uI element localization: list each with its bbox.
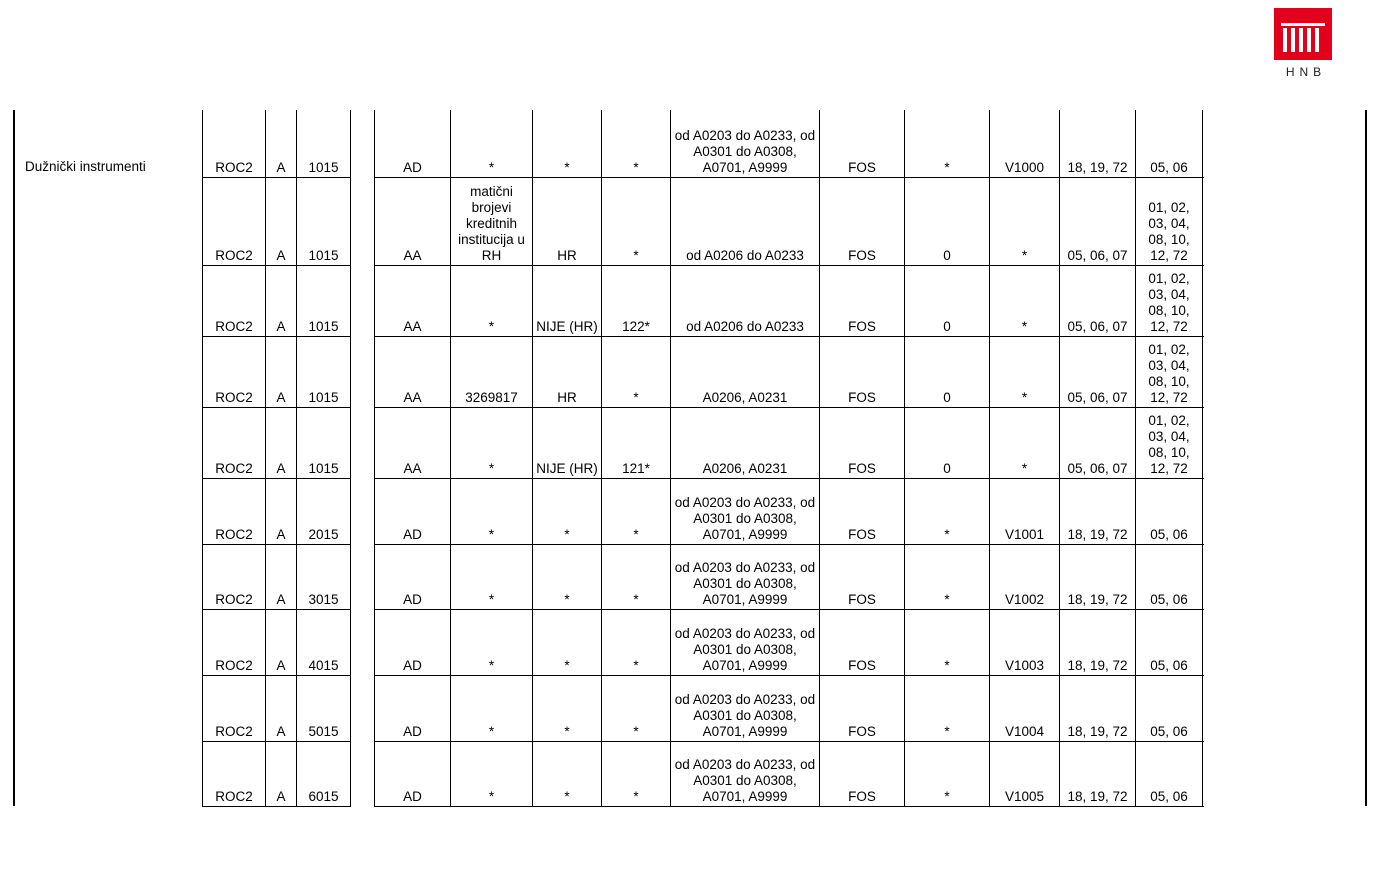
table-row-end — [1203, 675, 1204, 741]
page-left-border — [13, 110, 15, 806]
table-cell-c5: matični brojevi kreditnih institucija u RH — [451, 177, 533, 265]
table-cell-c6: NIJE (HR) — [533, 407, 602, 478]
table-cell-code: 2015 — [297, 478, 351, 544]
table-row-end — [1203, 407, 1204, 478]
table-cell-form: ROC2 — [203, 265, 266, 336]
table-cell-c12: 05, 06, 07 — [1060, 177, 1136, 265]
table-cell-blank — [351, 265, 375, 336]
table-cell-blank — [351, 177, 375, 265]
table-cell-form: ROC2 — [203, 741, 266, 806]
table-cell-c13: 05, 06 — [1136, 675, 1203, 741]
table-cell-type: AD — [375, 110, 451, 177]
table-cell-fos: FOS — [820, 407, 905, 478]
table-cell-blank — [351, 478, 375, 544]
table-cell-a: A — [266, 177, 297, 265]
table-cell-form: ROC2 — [203, 478, 266, 544]
table-cell-c12: 18, 19, 72 — [1060, 110, 1136, 177]
table-cell-a: A — [266, 336, 297, 407]
table-cell-c13: 05, 06 — [1136, 609, 1203, 675]
table-cell-a: A — [266, 478, 297, 544]
table-cell-c11: V1003 — [990, 609, 1060, 675]
table-cell-c10: * — [905, 544, 990, 609]
table-cell-blank — [351, 741, 375, 806]
table-cell-type: AA — [375, 407, 451, 478]
table-cell-form: ROC2 — [203, 675, 266, 741]
table-cell-type: AA — [375, 336, 451, 407]
table-cell-c11: * — [990, 265, 1060, 336]
table-cell-c8: od A0206 do A0233 — [671, 177, 820, 265]
table-cell-c7: * — [602, 110, 671, 177]
table-cell-c11: V1004 — [990, 675, 1060, 741]
table-cell-form: ROC2 — [203, 544, 266, 609]
table-cell-c11: V1002 — [990, 544, 1060, 609]
table-cell-code: 1015 — [297, 336, 351, 407]
table-cell-c10: 0 — [905, 265, 990, 336]
table-cell-c8: od A0203 do A0233, od A0301 do A0308, A0701, A9999 — [671, 110, 820, 177]
table-cell-form: ROC2 — [203, 609, 266, 675]
table-cell-c6: * — [533, 478, 602, 544]
table-cell-c10: 0 — [905, 407, 990, 478]
table-cell-a: A — [266, 407, 297, 478]
table-cell-c10: * — [905, 675, 990, 741]
table-cell-type: AA — [375, 177, 451, 265]
table-cell-blank — [351, 336, 375, 407]
table-cell-type: AD — [375, 741, 451, 806]
table-cell-c8: od A0203 do A0233, od A0301 do A0308, A0701, A9999 — [671, 478, 820, 544]
table-row — [203, 741, 1204, 806]
table-cell-c7: 121* — [602, 407, 671, 478]
table-cell-fos: FOS — [820, 741, 905, 806]
table-cell-c10: * — [905, 110, 990, 177]
table-cell-c6: * — [533, 675, 602, 741]
table-cell-form: ROC2 — [203, 110, 266, 177]
table-cell-c11: * — [990, 177, 1060, 265]
table-cell-c13: 01, 02, 03, 04, 08, 10, 12, 72 — [1136, 407, 1203, 478]
table-cell-a: A — [266, 110, 297, 177]
table-cell-c12: 05, 06, 07 — [1060, 407, 1136, 478]
table-cell-c8: od A0203 do A0233, od A0301 do A0308, A0701, A9999 — [671, 544, 820, 609]
section-label: Dužnički instrumenti — [25, 159, 146, 174]
table-cell-c13: 01, 02, 03, 04, 08, 10, 12, 72 — [1136, 265, 1203, 336]
table-cell-c13: 05, 06 — [1136, 478, 1203, 544]
table-cell-c6: * — [533, 110, 602, 177]
hnb-logo — [1274, 8, 1332, 79]
table-cell-c5: * — [451, 265, 533, 336]
table-cell-blank — [351, 544, 375, 609]
table-cell-c12: 18, 19, 72 — [1060, 741, 1136, 806]
table-cell-type: AD — [375, 544, 451, 609]
table-cell-c8: A0206, A0231 — [671, 407, 820, 478]
table-cell-c10: * — [905, 741, 990, 806]
table-cell-c12: 05, 06, 07 — [1060, 265, 1136, 336]
table-row — [203, 544, 1204, 609]
table-cell-c5: * — [451, 407, 533, 478]
table-cell-a: A — [266, 265, 297, 336]
table-cell-a: A — [266, 609, 297, 675]
table-cell-form: ROC2 — [203, 336, 266, 407]
table-cell-c12: 18, 19, 72 — [1060, 478, 1136, 544]
table-cell-c11: * — [990, 407, 1060, 478]
table-cell-blank — [351, 675, 375, 741]
table-cell-fos: FOS — [820, 544, 905, 609]
table-cell-fos: FOS — [820, 675, 905, 741]
hnb-logo-text: HNB — [1285, 65, 1327, 79]
table-cell-c10: * — [905, 478, 990, 544]
table-cell-c8: od A0203 do A0233, od A0301 do A0308, A0701, A9999 — [671, 741, 820, 806]
table-cell-c12: 18, 19, 72 — [1060, 675, 1136, 741]
table-cell-blank — [351, 110, 375, 177]
table-cell-c13: 05, 06 — [1136, 544, 1203, 609]
table-row — [203, 110, 1204, 177]
table-cell-fos: FOS — [820, 177, 905, 265]
table-cell-a: A — [266, 741, 297, 806]
table-row — [203, 407, 1204, 478]
table-cell-c6: * — [533, 741, 602, 806]
table-cell-fos: FOS — [820, 609, 905, 675]
table-cell-c13: 05, 06 — [1136, 110, 1203, 177]
table-cell-a: A — [266, 675, 297, 741]
table-cell-code: 1015 — [297, 265, 351, 336]
table-cell-c11: V1005 — [990, 741, 1060, 806]
table-cell-c7: * — [602, 177, 671, 265]
table-cell-code: 5015 — [297, 675, 351, 741]
table-row — [203, 675, 1204, 741]
table-cell-type: AD — [375, 675, 451, 741]
table-row — [203, 478, 1204, 544]
table-cell-c5: 3269817 — [451, 336, 533, 407]
table-row — [203, 177, 1204, 265]
table-cell-code: 6015 — [297, 741, 351, 806]
table-cell-code: 1015 — [297, 407, 351, 478]
table-cell-c6: HR — [533, 177, 602, 265]
table-cell-blank — [351, 407, 375, 478]
table-cell-c7: 122* — [602, 265, 671, 336]
table-cell-a: A — [266, 544, 297, 609]
table-cell-blank — [351, 609, 375, 675]
table-cell-c11: V1001 — [990, 478, 1060, 544]
table-cell-c7: * — [602, 675, 671, 741]
table-cell-c13: 01, 02, 03, 04, 08, 10, 12, 72 — [1136, 177, 1203, 265]
table-cell-c7: * — [602, 478, 671, 544]
table-cell-code: 1015 — [297, 177, 351, 265]
table-cell-c12: 18, 19, 72 — [1060, 609, 1136, 675]
table-cell-c8: od A0203 do A0233, od A0301 do A0308, A0701, A9999 — [671, 675, 820, 741]
table-cell-c7: * — [602, 336, 671, 407]
table-cell-fos: FOS — [820, 265, 905, 336]
page-right-border — [1365, 110, 1367, 806]
table-cell-c5: * — [451, 544, 533, 609]
table-cell-code: 4015 — [297, 609, 351, 675]
table-cell-c13: 01, 02, 03, 04, 08, 10, 12, 72 — [1136, 336, 1203, 407]
table-cell-code: 1015 — [297, 110, 351, 177]
table-row-end — [1203, 177, 1204, 265]
table-row — [203, 336, 1204, 407]
table-cell-c6: * — [533, 544, 602, 609]
table-row-end — [1203, 110, 1204, 177]
table-cell-fos: FOS — [820, 336, 905, 407]
hnb-logo-emblem — [1274, 8, 1332, 60]
table-cell-c8: A0206, A0231 — [671, 336, 820, 407]
table-row-end — [1203, 478, 1204, 544]
table-cell-c5: * — [451, 741, 533, 806]
table-cell-type: AA — [375, 265, 451, 336]
table-row — [203, 609, 1204, 675]
table-cell-type: AD — [375, 609, 451, 675]
table-cell-c10: 0 — [905, 336, 990, 407]
table-cell-c12: 05, 06, 07 — [1060, 336, 1136, 407]
table-cell-c13: 05, 06 — [1136, 741, 1203, 806]
table-cell-form: ROC2 — [203, 177, 266, 265]
table-row-end — [1203, 544, 1204, 609]
table-cell-type: AD — [375, 478, 451, 544]
table-cell-c11: * — [990, 336, 1060, 407]
table-cell-c7: * — [602, 741, 671, 806]
table-cell-c5: * — [451, 110, 533, 177]
table-row-end — [1203, 609, 1204, 675]
table-cell-c5: * — [451, 478, 533, 544]
table-row — [203, 265, 1204, 336]
table-cell-c6: HR — [533, 336, 602, 407]
table-cell-code: 3015 — [297, 544, 351, 609]
table-cell-c10: * — [905, 609, 990, 675]
table-cell-form: ROC2 — [203, 407, 266, 478]
table-cell-c5: * — [451, 675, 533, 741]
table-row-end — [1203, 336, 1204, 407]
table-cell-fos: FOS — [820, 110, 905, 177]
table-cell-c8: od A0206 do A0233 — [671, 265, 820, 336]
table-cell-c7: * — [602, 544, 671, 609]
table-cell-c6: NIJE (HR) — [533, 265, 602, 336]
table-cell-c12: 18, 19, 72 — [1060, 544, 1136, 609]
table-cell-c6: * — [533, 609, 602, 675]
table-cell-fos: FOS — [820, 478, 905, 544]
table-cell-c7: * — [602, 609, 671, 675]
table-row-end — [1203, 741, 1204, 806]
table-cell-c8: od A0203 do A0233, od A0301 do A0308, A0701, A9999 — [671, 609, 820, 675]
data-table — [202, 110, 1204, 807]
table-cell-c10: 0 — [905, 177, 990, 265]
table-cell-c5: * — [451, 609, 533, 675]
table-cell-c11: V1000 — [990, 110, 1060, 177]
table-row-end — [1203, 265, 1204, 336]
